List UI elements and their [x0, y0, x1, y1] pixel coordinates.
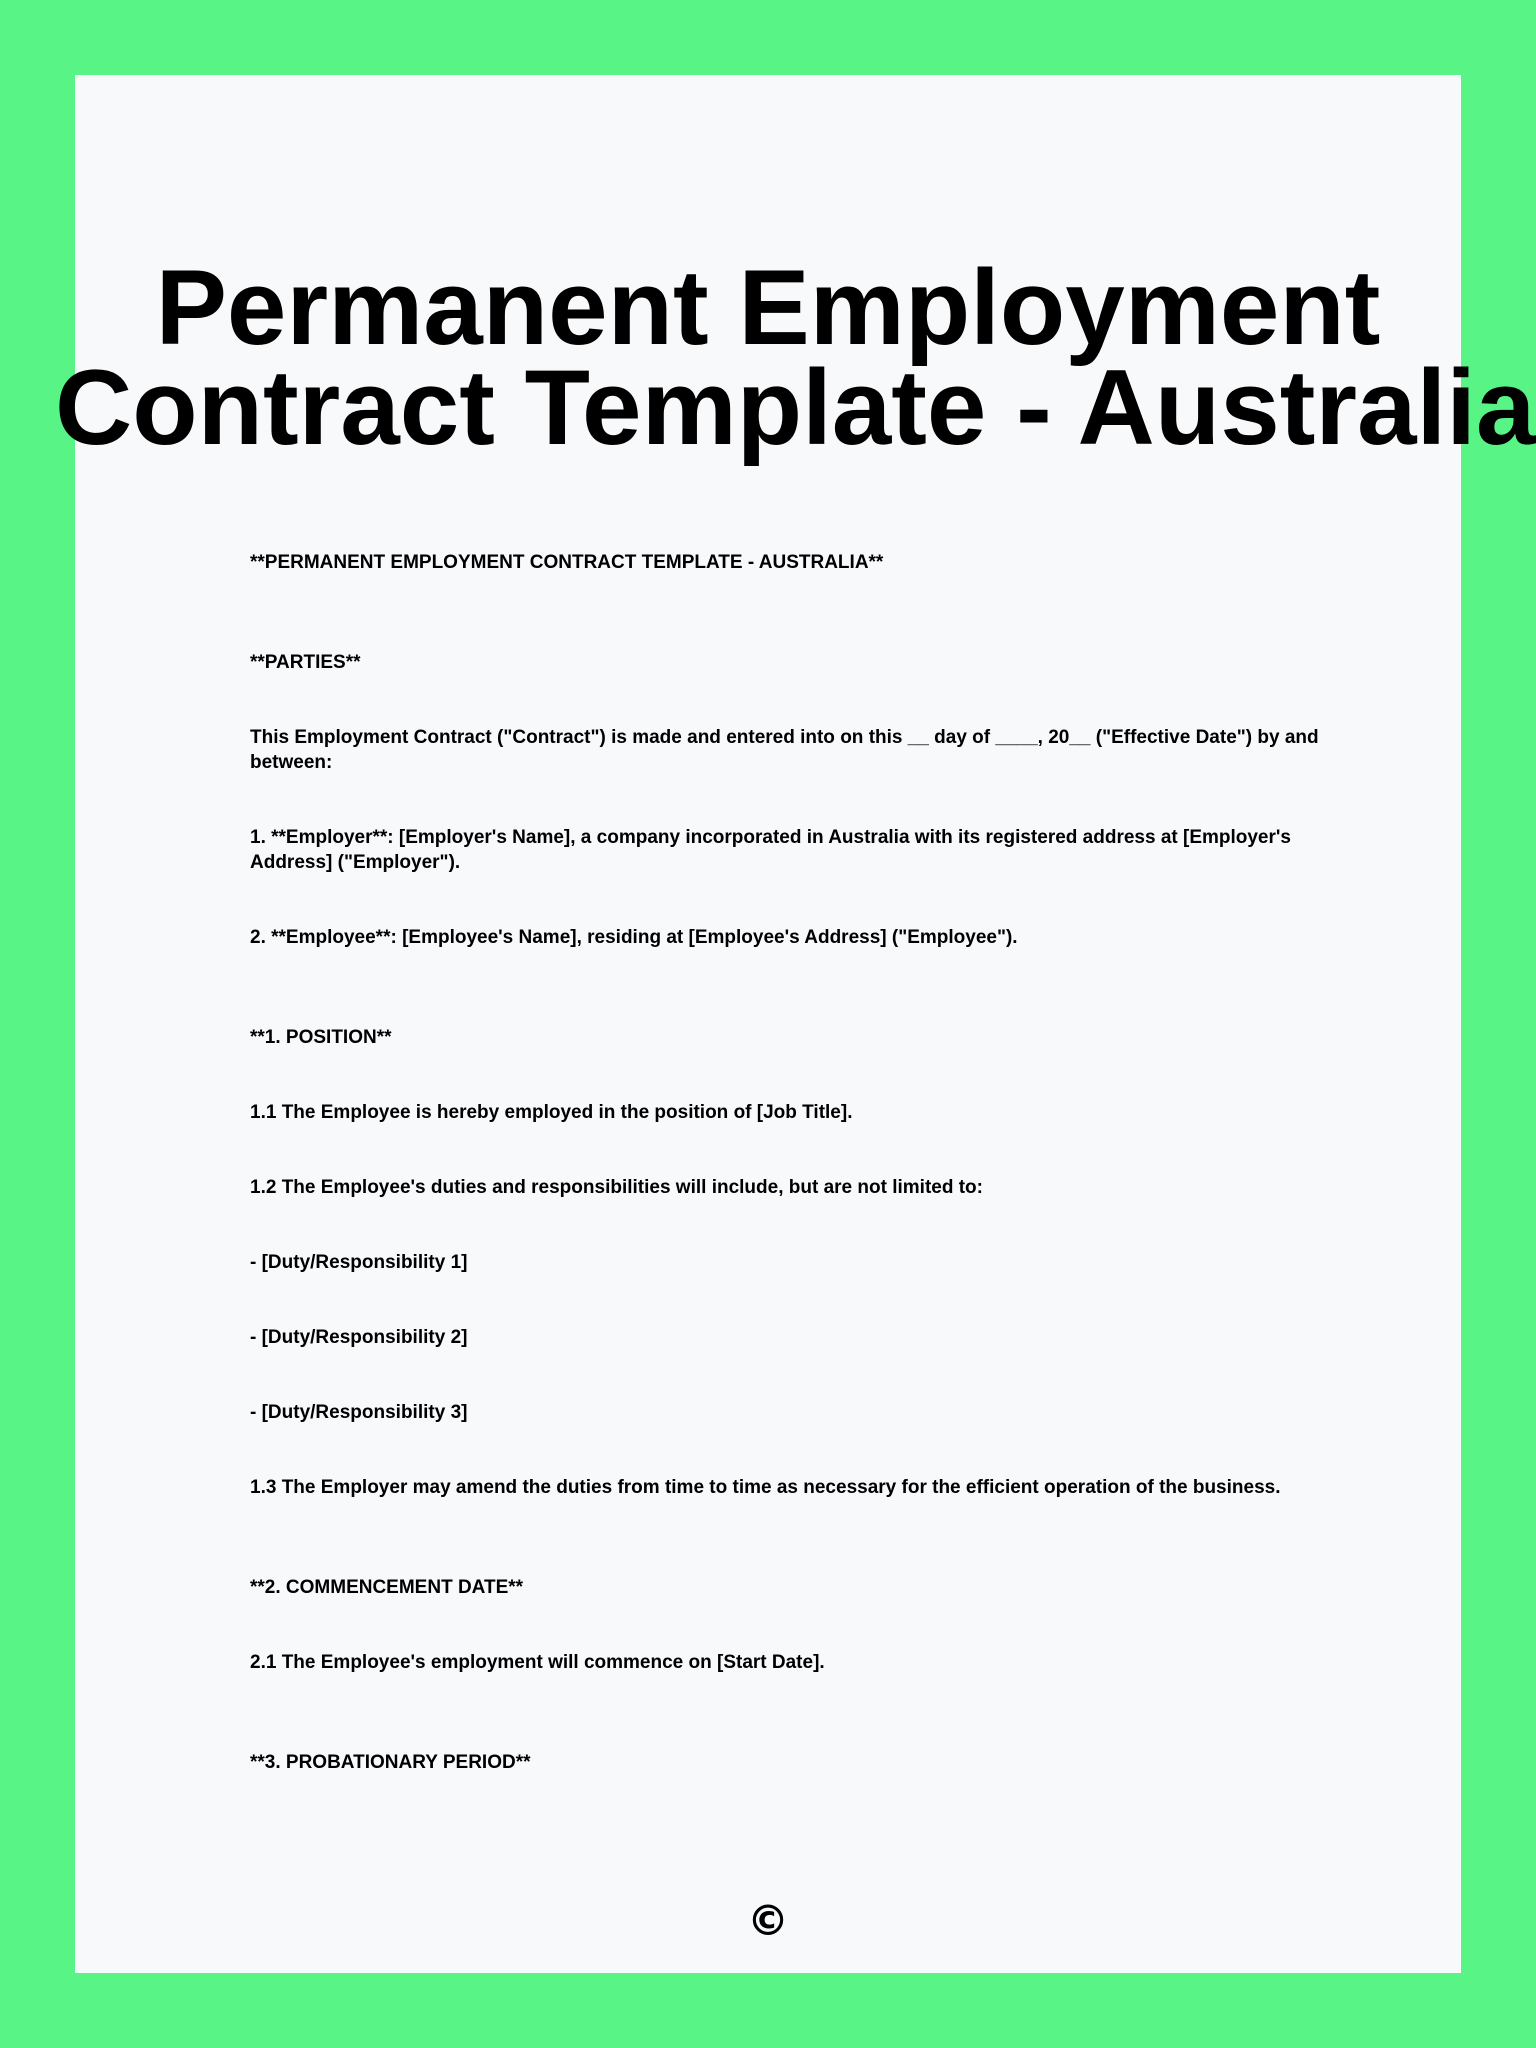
contract-heading: **PERMANENT EMPLOYMENT CONTRACT TEMPLATE - AUSTRALIA**	[250, 552, 884, 573]
document-title	[55, 247, 1536, 467]
parties-heading: **PARTIES**	[250, 652, 361, 673]
document-page	[55, 75, 1536, 1973]
intro-paragraph: This Employment Contract ("Contract") is made and entered into on this __ day of ____, 20__ ("Effective Date") by and between:	[250, 727, 1319, 773]
title-line-2: Contract Template - Australia	[55, 347, 1536, 467]
section-2-heading: **2. COMMENCEMENT DATE**	[250, 1577, 524, 1598]
party-employer: 1. **Employer**: [Employer's Name], a company incorporated in Australia with its registered address at [Employer's Address] ("Employer").	[250, 827, 1291, 873]
section-3-heading: **3. PROBATIONARY PERIOD**	[250, 1752, 531, 1773]
copyright-icon: ©	[747, 1896, 789, 1945]
clause-1-3: 1.3 The Employer may amend the duties from time to time as necessary for the efficient operation of the business.	[250, 1477, 1281, 1498]
duty-item-1: - [Duty/Responsibility 1]	[250, 1252, 468, 1273]
clause-2-1: 2.1 The Employee's employment will commence on [Start Date].	[250, 1652, 825, 1673]
clause-1-2: 1.2 The Employee's duties and responsibilities will include, but are not limited to:	[250, 1177, 983, 1198]
title-line-1: Permanent Employment	[155, 247, 1381, 367]
party-employee: 2. **Employee**: [Employee's Name], residing at [Employee's Address] ("Employee").	[250, 927, 1018, 948]
section-1-heading: **1. POSITION**	[250, 1027, 392, 1048]
duty-item-3: - [Duty/Responsibility 3]	[250, 1402, 468, 1423]
duty-item-2: - [Duty/Responsibility 2]	[250, 1327, 468, 1348]
clause-1-1: 1.1 The Employee is hereby employed in the position of [Job Title].	[250, 1102, 853, 1123]
